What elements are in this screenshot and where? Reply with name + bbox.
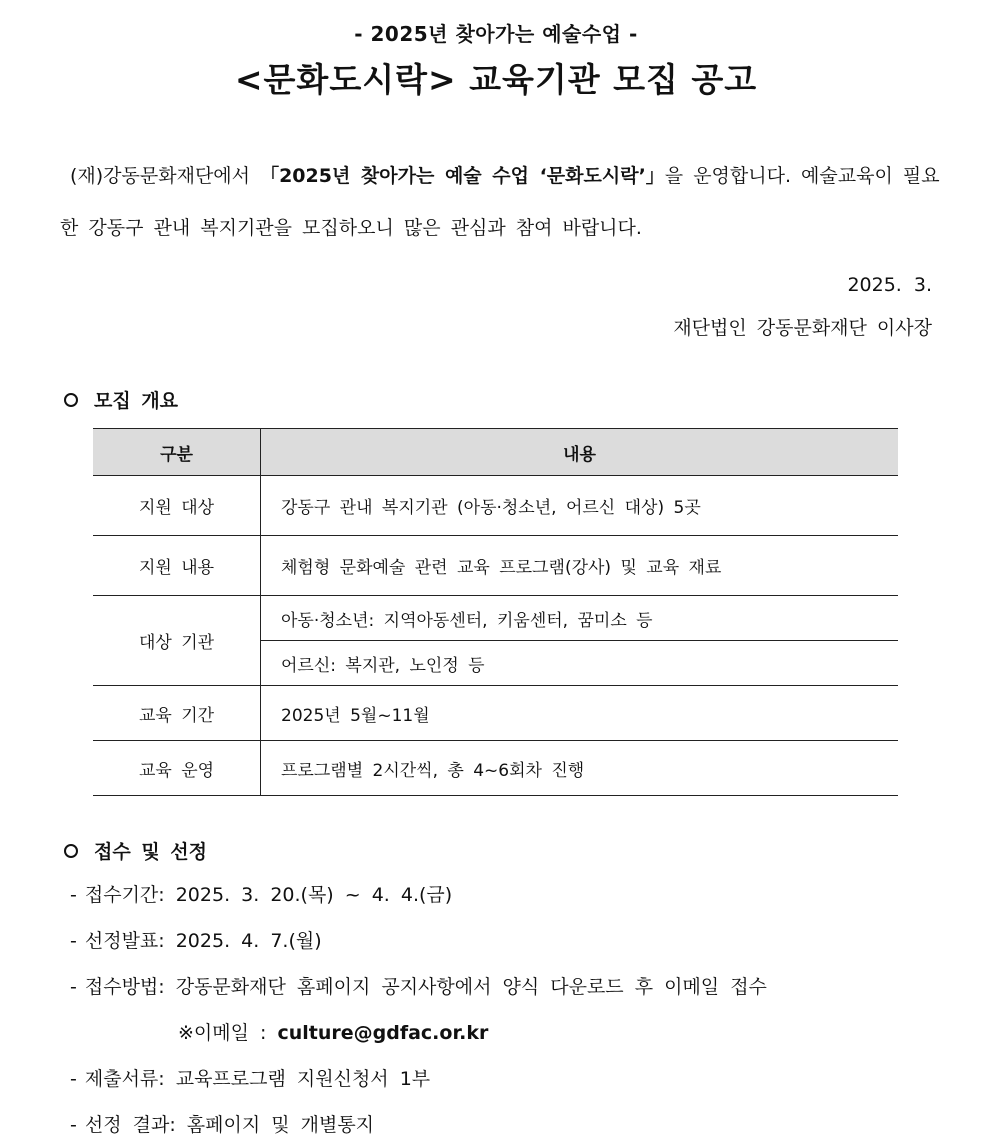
section-application-heading (62, 837, 207, 864)
circle-bullet-icon (64, 393, 78, 407)
overview-table (93, 428, 898, 796)
column-header-content: 내용 (261, 429, 899, 476)
dash-marker: - (70, 884, 77, 906)
email-line (70, 1010, 767, 1056)
dash-marker: - (70, 1068, 77, 1090)
row-label: 교육 운영 (93, 741, 261, 796)
list-item-text: 선정 결과: 홈페이지 및 개별통지 (84, 1114, 375, 1136)
list-item (70, 1102, 767, 1148)
table-row (93, 686, 898, 741)
list-item (70, 1056, 767, 1102)
table-row (93, 741, 898, 796)
section-application-label: 접수 및 선정 (94, 841, 207, 863)
intro-highlight: 「2025년 찾아가는 예술 수업 ‘문화도시락’」 (260, 165, 665, 187)
intro-suffix: 을 운영합니다. 예술교육이 필요한 강동구 관내 복지기관을 모집하오니 많은 관심과 참여 바랍니다. (60, 165, 940, 239)
dash-marker: - (70, 930, 77, 952)
circle-bullet-icon (64, 844, 78, 858)
list-item-text: 제출서류: 교육프로그램 지원신청서 1부 (84, 1068, 431, 1090)
section-overview-label: 모집 개요 (94, 390, 179, 412)
list-item (70, 872, 767, 918)
row-label: 교육 기간 (93, 686, 261, 741)
email-label: ※이메일 : (178, 1022, 278, 1044)
row-value: 어르신: 복지관, 노인정 등 (261, 641, 899, 686)
page-title: <문화도시락> 교육기관 모집 공고 (234, 60, 758, 99)
row-value: 강동구 관내 복지기관 (아동·청소년, 어르신 대상) 5곳 (261, 476, 899, 536)
intro-paragraph (60, 150, 940, 254)
intro-prefix: (재)강동문화재단에서 (70, 165, 261, 187)
list-item-text: 접수방법: 강동문화재단 홈페이지 공지사항에서 양식 다운로드 후 이메일 접수 (84, 976, 767, 998)
list-item-text: 접수기간: 2025. 3. 20.(목) ~ 4. 4.(금) (84, 884, 453, 906)
table-row (93, 596, 898, 641)
application-list (70, 872, 767, 1148)
dash-marker: - (70, 976, 77, 998)
announcement-date: 2025. 3. (847, 274, 932, 296)
list-item-text: 선정발표: 2025. 4. 7.(월) (84, 930, 322, 952)
row-label: 지원 내용 (93, 536, 261, 596)
row-label: 대상 기관 (93, 596, 261, 686)
row-value: 아동·청소년: 지역아동센터, 키움센터, 꿈미소 등 (261, 596, 899, 641)
table-row (93, 536, 898, 596)
list-item (70, 918, 767, 964)
section-overview-heading (62, 386, 178, 413)
row-value: 프로그램별 2시간씩, 총 4~6회차 진행 (261, 741, 899, 796)
column-header-category: 구분 (93, 429, 261, 476)
dash-marker: - (70, 1114, 77, 1136)
row-value: 체험형 문화예술 관련 교육 프로그램(강사) 및 교육 재료 (261, 536, 899, 596)
email-address: culture@gdfac.or.kr (277, 1022, 489, 1044)
row-value: 2025년 5월~11월 (261, 686, 899, 741)
table-row (93, 476, 898, 536)
page-subtitle: - 2025년 찾아가는 예술수업 - (354, 22, 638, 46)
issuer-signature: 재단법인 강동문화재단 이사장 (673, 317, 932, 339)
list-item (70, 964, 767, 1010)
table-header-row (93, 429, 898, 476)
row-label: 지원 대상 (93, 476, 261, 536)
